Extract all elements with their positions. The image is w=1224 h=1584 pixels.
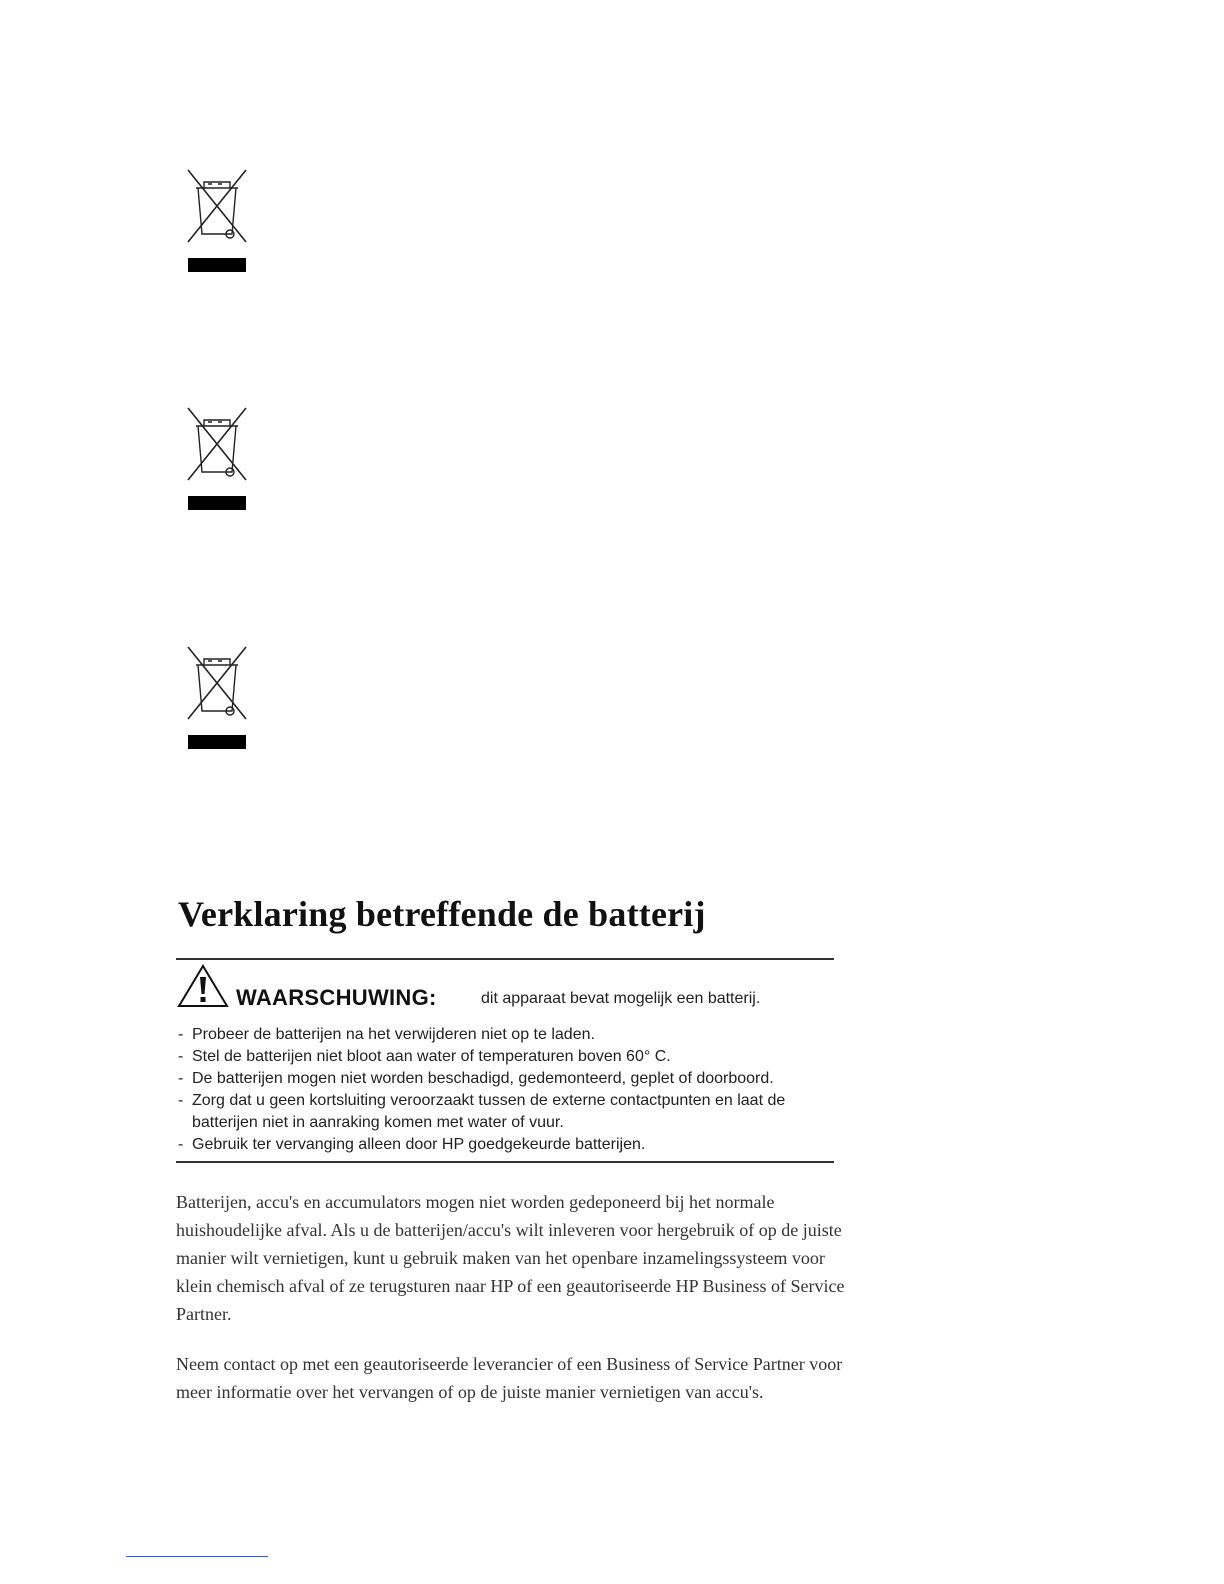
warning-label: WAARSCHUWING: bbox=[236, 985, 437, 1010]
contact-paragraph: Neem contact op met een geautoriseerde leverancier of een Business of Service Partner voor meer informatie over het vervangen of op de juiste manier vernietigen van accu's. bbox=[176, 1354, 843, 1402]
crossed-bin-drawing bbox=[184, 645, 250, 733]
weee-bin-icon bbox=[184, 645, 250, 751]
disposal-paragraph: Batterijen, accu's en accumulators mogen niet worden gedeponeerd bij het normale huishoudelijke afval. Als u de batterijen/accu's wilt inleveren voor hergebruik of op de juiste manier wilt vernietigen, kunt u gebruik maken van het openbare inzamelingssysteem voor klein chemisch afval of ze terugsturen naar HP of een geautoriseerde HP Business of Service Partner. bbox=[176, 1192, 845, 1324]
list-item: - De batterijen mogen niet worden beschadigd, gedemonteerd, geplet of doorboord. bbox=[176, 1068, 826, 1090]
weee-bin-icon bbox=[184, 406, 250, 512]
crossed-bin-drawing bbox=[184, 406, 250, 494]
warning-list bbox=[176, 1024, 826, 1156]
list-item: - Zorg dat u geen kortsluiting veroorzaakt tussen de externe contactpunten en laat de batterijen niet in aanraking komen met water of vuur. bbox=[176, 1090, 826, 1134]
warning-row bbox=[176, 963, 836, 1011]
weee-bar bbox=[188, 496, 246, 510]
weee-bar bbox=[188, 258, 246, 272]
warning-text: dit apparaat bevat mogelijk een batterij. bbox=[481, 990, 761, 1007]
list-item: - Probeer de batterijen na het verwijderen niet op te laden. bbox=[176, 1024, 826, 1046]
weee-bar bbox=[188, 735, 246, 749]
divider-top bbox=[176, 958, 834, 960]
weee-bin-icon bbox=[184, 168, 250, 274]
list-item: - Stel de batterijen niet bloot aan water of temperaturen boven 60° C. bbox=[176, 1046, 826, 1068]
divider-bottom bbox=[176, 1161, 834, 1163]
section-title: Verklaring betreffende de batterij bbox=[178, 894, 706, 934]
list-item: - Gebruik ter vervanging alleen door HP goedgekeurde batterijen. bbox=[176, 1134, 826, 1156]
crossed-bin-drawing bbox=[184, 168, 250, 256]
warning-triangle-icon bbox=[176, 963, 230, 1009]
footnote-rule bbox=[126, 1556, 268, 1557]
